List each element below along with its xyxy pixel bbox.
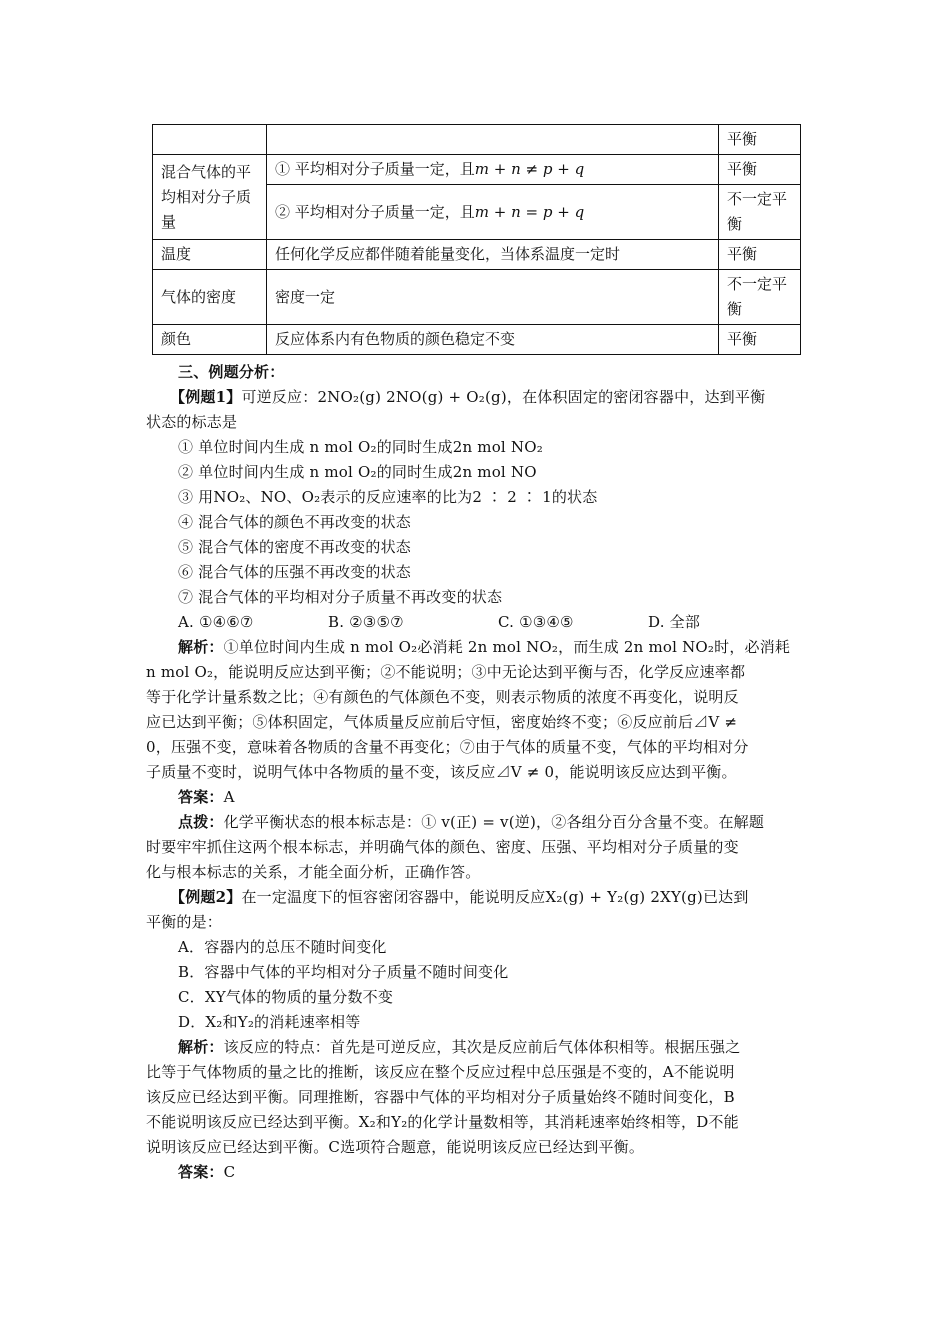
table-cell: 混合气体的平均相对分子质量 bbox=[153, 155, 267, 240]
example2-option-c: C．XY气体的物质的量分数不变 bbox=[178, 988, 394, 1006]
example1-tip-line: 时要牢牢抓住这两个根本标志，并明确气体的颜色、密度、压强、平均相对分子质量的变 bbox=[146, 838, 739, 856]
example2-option-d: D．X₂和Y₂的消耗速率相等 bbox=[178, 1013, 361, 1031]
example1-option-d: D. 全部 bbox=[648, 613, 701, 631]
table-cell: 密度一定 bbox=[267, 270, 719, 325]
table-cell: 温度 bbox=[153, 240, 267, 270]
table-cell bbox=[267, 185, 719, 240]
example1-item: ② 单位时间内生成 n mol O₂的同时生成2n mol NO bbox=[178, 463, 537, 481]
example1-answer-label: 答案： bbox=[178, 788, 224, 806]
example1-item: ⑦ 混合气体的平均相对分子质量不再改变的状态 bbox=[178, 588, 503, 606]
example2-option-a: A．容器内的总压不随时间变化 bbox=[178, 938, 387, 956]
table-row bbox=[153, 240, 801, 270]
condition-equation: m + n ≠ p + q bbox=[474, 160, 585, 178]
example2-option-b: B．容器中气体的平均相对分子质量不随时间变化 bbox=[178, 963, 509, 981]
example1-stem-line1: 可逆反应：2NO₂(g) 2NO(g) + O₂(g)，在体积固定的密闭容器中，达到平衡 bbox=[241, 388, 766, 406]
example1-stem bbox=[170, 387, 765, 407]
example2-analysis-line: 说明该反应已经达到平衡。C选项符合题意，能说明该反应已经达到平衡。 bbox=[146, 1138, 645, 1156]
equilibrium-criteria-table bbox=[152, 124, 801, 355]
example2-analysis-line bbox=[178, 1037, 740, 1057]
table-cell: 平衡 bbox=[719, 325, 801, 355]
example1-tip-line: 化与根本标志的关系，才能全面分析，正确作答。 bbox=[146, 863, 481, 881]
table-cell bbox=[267, 155, 719, 185]
example1-tip-label: 点拨： bbox=[178, 813, 224, 831]
example1-analysis-text: ①单位时间内生成 n mol O₂必消耗 2n mol NO₂，而生成 2n mol NO₂时，必消耗 bbox=[223, 638, 791, 656]
example1-stem-line2: 状态的标志是 bbox=[146, 413, 238, 431]
example2-tag: 【例题2】 bbox=[170, 888, 242, 906]
table-cell: 平衡 bbox=[719, 240, 801, 270]
example1-item: ④ 混合气体的颜色不再改变的状态 bbox=[178, 513, 411, 531]
condition-equation: m + n = p + q bbox=[474, 202, 585, 221]
example1-analysis-line: 等于化学计量系数之比；④有颜色的气体颜色不变，则表示物质的浓度不再变化，说明反 bbox=[146, 688, 739, 706]
example2-analysis-line: 不能说明该反应已经达到平衡。X₂和Y₂的化学计量数相等，其消耗速率始终相等，D不能 bbox=[146, 1113, 739, 1131]
condition-text: ② 平均相对分子质量一定，且 bbox=[275, 202, 475, 221]
example1-analysis-line: n mol O₂，能说明反应达到平衡；②不能说明；③中无论达到平衡与否，化学反应速率都 bbox=[146, 663, 746, 681]
table-cell bbox=[267, 125, 719, 155]
example1-option-b: B. ②③⑤⑦ bbox=[328, 613, 404, 631]
example1-tag: 【例题1】 bbox=[170, 388, 242, 406]
table-row bbox=[153, 270, 801, 325]
table-row bbox=[153, 125, 801, 155]
table-cell: 颜色 bbox=[153, 325, 267, 355]
example2-stem-line2: 平衡的是： bbox=[146, 913, 223, 931]
example1-tip-text: 化学平衡状态的根本标志是：① v(正) = v(逆)，②各组分百分含量不变。在解题 bbox=[223, 813, 765, 831]
condition-text: ① 平均相对分子质量一定，且 bbox=[275, 160, 475, 178]
table-cell: 平衡 bbox=[719, 125, 801, 155]
example1-item: ⑥ 混合气体的压强不再改变的状态 bbox=[178, 563, 411, 581]
example1-analysis-line: 子质量不变时，说明气体中各物质的量不变，该反应⊿V ≠ 0，能说明该反应达到平衡。 bbox=[146, 763, 737, 781]
table-row bbox=[153, 325, 801, 355]
example2-stem bbox=[170, 887, 749, 907]
example2-answer-label: 答案： bbox=[178, 1163, 224, 1181]
table-cell: 不一定平衡 bbox=[719, 270, 801, 325]
table-cell bbox=[153, 125, 267, 155]
example1-option-c: C. ①③④⑤ bbox=[498, 613, 574, 631]
table-cell: 任何化学反应都伴随着能量变化，当体系温度一定时 bbox=[267, 240, 719, 270]
example1-analysis-line bbox=[178, 637, 790, 657]
example1-item: ③ 用NO₂、NO、O₂表示的反应速率的比为2 ∶ 2 ∶ 1的状态 bbox=[178, 488, 598, 506]
example1-item: ① 单位时间内生成 n mol O₂的同时生成2n mol NO₂ bbox=[178, 438, 543, 456]
example2-answer-value: C bbox=[223, 1163, 236, 1181]
table-cell: 不一定平衡 bbox=[719, 185, 801, 240]
example1-analysis-line: 应已达到平衡；⑤体积固定，气体质量反应前后守恒，密度始终不变；⑥反应前后⊿V ≠ bbox=[146, 713, 738, 731]
table-cell: 平衡 bbox=[719, 155, 801, 185]
example2-analysis-line: 比等于气体物质的量之比的推断，该反应在整个反应过程中总压强是不变的，A不能说明 bbox=[146, 1063, 735, 1081]
table-cell: 气体的密度 bbox=[153, 270, 267, 325]
example1-answer bbox=[178, 787, 235, 807]
example2-analysis-line: 该反应已经达到平衡。同理推断，容器中气体的平均相对分子质量始终不随时间变化，B bbox=[146, 1088, 735, 1106]
example2-stem-line1: 在一定温度下的恒容密闭容器中，能说明反应X₂(g) + Y₂(g) 2XY(g)已达到 bbox=[241, 888, 749, 906]
example1-analysis-line: 0，压强不变，意味着各物质的含量不再变化；⑦由于气体的质量不变，气体的平均相对分 bbox=[146, 738, 749, 756]
table-cell: 反应体系内有色物质的颜色稳定不变 bbox=[267, 325, 719, 355]
example1-analysis-label: 解析： bbox=[178, 638, 224, 656]
example2-analysis-label: 解析： bbox=[178, 1038, 224, 1056]
table-row bbox=[153, 155, 801, 185]
example2-analysis-text: 该反应的特点：首先是可逆反应，其次是反应前后气体体积相等。根据压强之 bbox=[223, 1038, 741, 1056]
example1-option-a: A. ①④⑥⑦ bbox=[178, 613, 254, 631]
example1-answer-value: A bbox=[223, 788, 235, 806]
example1-tip-line bbox=[178, 812, 764, 832]
example1-item: ⑤ 混合气体的密度不再改变的状态 bbox=[178, 538, 411, 556]
example2-answer bbox=[178, 1162, 235, 1182]
section-title: 三、例题分析： bbox=[178, 363, 285, 381]
